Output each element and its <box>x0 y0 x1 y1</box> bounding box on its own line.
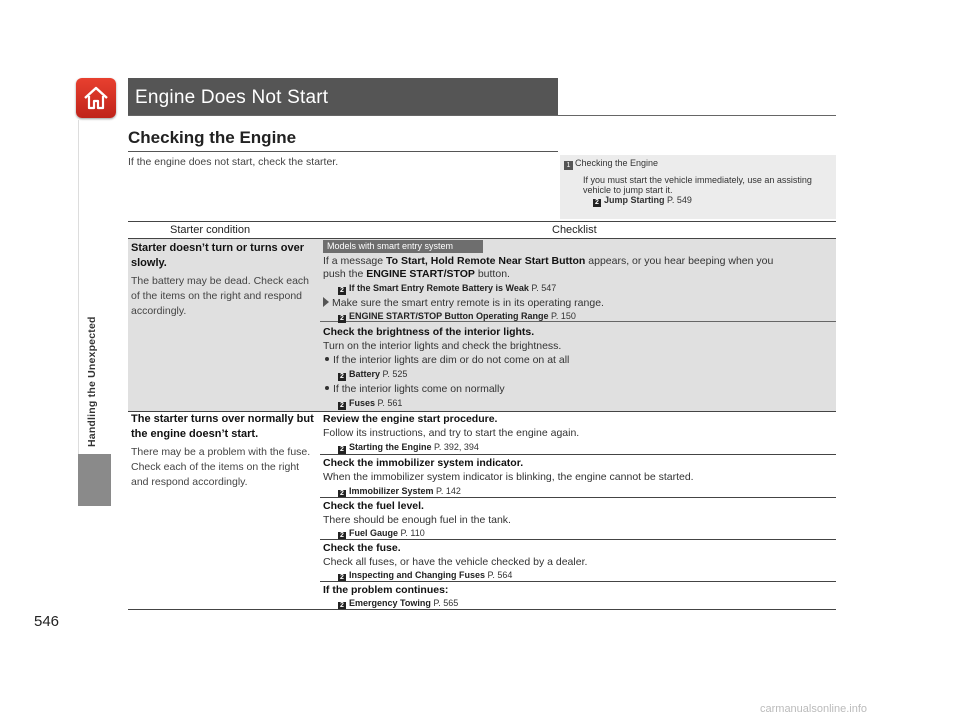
ref-starting-engine[interactable]: 2 Starting the Engine P. 392, 394 <box>338 442 479 454</box>
home-icon <box>82 84 110 112</box>
checklist-2-line-1: Turn on the interior lights and check the brightness. <box>323 340 562 352</box>
ref-fuel-gauge[interactable]: 2 Fuel Gauge P. 110 <box>338 528 425 540</box>
cross-reference-icon: 2 <box>338 532 346 540</box>
home-button[interactable] <box>76 78 116 118</box>
row-divider <box>320 497 836 498</box>
section-rule <box>128 151 558 152</box>
checklist-7-title: If the problem continues: <box>323 584 449 596</box>
page-title-bar <box>128 78 558 115</box>
page-number: 546 <box>34 613 60 630</box>
ref-immobilizer[interactable]: 2 Immobilizer System P. 142 <box>338 486 461 498</box>
page-title: Engine Does Not Start <box>135 87 329 108</box>
ref-inspecting-fuses[interactable]: 2 Inspecting and Changing Fuses P. 564 <box>338 570 512 582</box>
triangle-bullet-icon <box>323 297 329 307</box>
note-link-jump-starting[interactable]: 2 Jump Starting P. 549 <box>593 195 823 207</box>
ref-smart-entry-battery[interactable]: 2 If the Smart Entry Remote Battery is Weak P. 547 <box>338 283 556 295</box>
note-heading: 1 Checking the Engine <box>564 158 658 170</box>
cross-reference-icon: 2 <box>338 490 346 498</box>
side-tab-label: Handling the Unexpected <box>86 316 98 447</box>
checklist-2-bullet-2: If the interior lights come on normally <box>323 383 505 395</box>
row-divider <box>320 454 836 455</box>
cross-reference-icon: 2 <box>593 199 601 207</box>
cross-reference-icon: 2 <box>338 602 346 610</box>
row-divider <box>320 581 836 582</box>
checklist-2-bullet-1: If the interior lights are dim or do not come on at all <box>323 354 569 366</box>
ref-emergency-towing[interactable]: 2 Emergency Towing P. 565 <box>338 598 458 610</box>
cross-reference-icon: 2 <box>338 574 346 582</box>
footer-watermark: carmanualsonline.info <box>760 703 868 715</box>
bullet-icon <box>325 386 329 390</box>
checklist-5-title: Check the fuel level. <box>323 500 424 512</box>
table-header-condition: Starter condition <box>170 224 251 236</box>
note-marker-icon: 1 <box>564 161 573 170</box>
checklist-3-title: Review the engine start procedure. <box>323 413 498 425</box>
cross-reference-icon: 2 <box>338 287 346 295</box>
checklist-1-line-2: push the ENGINE START/STOP button. <box>323 268 510 280</box>
checklist-1-line-1: If a message To Start, Hold Remote Near Start Button appears, or you hear beeping when you <box>323 255 774 267</box>
ref-fuses[interactable]: 2 Fuses P. 561 <box>338 398 402 410</box>
checklist-1-line-3: Make sure the smart entry remote is in its operating range. <box>323 297 604 309</box>
smart-entry-tag: Models with smart entry system <box>323 240 483 253</box>
cross-reference-icon: 2 <box>338 446 346 454</box>
checklist-5-line-1: There should be enough fuel in the tank. <box>323 514 511 526</box>
row-divider <box>320 539 836 540</box>
table-top-rule <box>128 221 836 222</box>
cross-reference-icon: 2 <box>338 402 346 410</box>
section-heading: Checking the Engine <box>128 128 297 147</box>
checklist-3-line-1: Follow its instructions, and try to start the engine again. <box>323 427 580 439</box>
section-intro: If the engine does not start, check the starter. <box>128 156 339 168</box>
bullet-icon <box>325 357 329 361</box>
condition-1: Starter doesn’t turn or turns over slowly. The battery may be dead. Check each of the items on the right and respond accordingly. <box>131 242 310 317</box>
side-note <box>560 155 836 219</box>
ref-start-stop-range[interactable]: 2 ENGINE START/STOP Button Operating Range P. 150 <box>338 311 576 323</box>
side-divider <box>78 120 79 506</box>
note-body: If you must start the vehicle immediately, use an assisting vehicle to jump start it. 2 Jump Starting P. 549 <box>583 175 823 207</box>
table-header-checklist: Checklist <box>552 224 597 236</box>
side-tab-marker <box>78 454 111 506</box>
title-rule <box>128 115 836 116</box>
cross-reference-icon: 2 <box>338 315 346 323</box>
table-bottom-rule <box>128 609 836 610</box>
ref-battery[interactable]: 2 Battery P. 525 <box>338 369 407 381</box>
checklist-4-title: Check the immobilizer system indicator. <box>323 457 524 469</box>
checklist-2-title: Check the brightness of the interior lights. <box>323 326 535 338</box>
condition-2: The starter turns over normally but the engine doesn’t start. There may be a problem with the fuse. Check each of the items on the right and respond accordingly. <box>131 413 314 488</box>
checklist-6-line-1: Check all fuses, or have the vehicle checked by a dealer. <box>323 556 588 568</box>
checklist-6-title: Check the fuse. <box>323 542 401 554</box>
checklist-4-line-1: When the immobilizer system indicator is blinking, the engine cannot be started. <box>323 471 694 483</box>
cross-reference-icon: 2 <box>338 373 346 381</box>
